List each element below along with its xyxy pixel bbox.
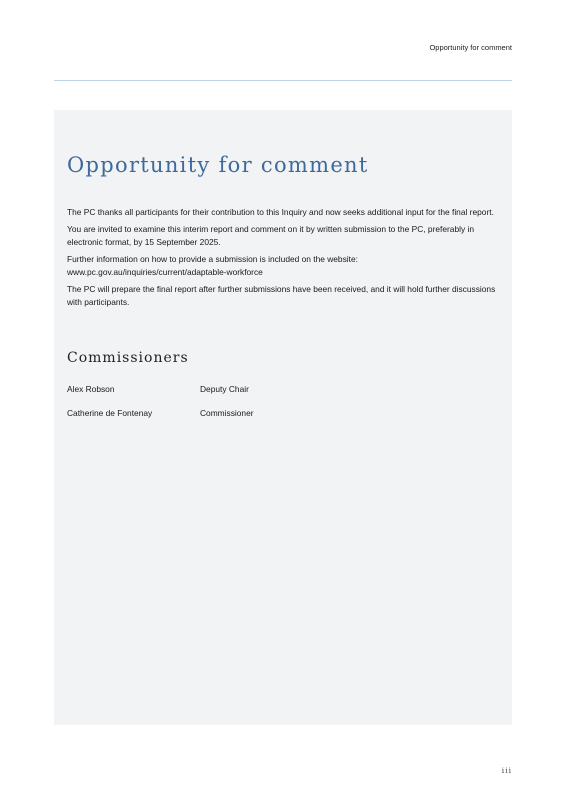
commissioners-heading: Commissioners: [67, 350, 189, 366]
commissioners-list: [67, 384, 502, 432]
commissioner-name: Catherine de Fontenay: [67, 408, 153, 418]
body-text: [67, 206, 502, 313]
commissioner-role: Deputy Chair: [200, 384, 249, 394]
commissioner-row: [67, 384, 502, 408]
commissioner-role: Commissioner: [200, 408, 254, 418]
header-divider: [54, 80, 512, 81]
paragraph-invitation: You are invited to examine this interim report and comment on it by written submission to the PC, preferably in electronic format, by 15 September 2025.: [67, 224, 475, 247]
paragraph-website: Further information on how to provide a submission is included on the website: www.pc.gov.au/inquiries/current/adaptable-workforce: [67, 254, 358, 277]
paragraph-thanks: The PC thanks all participants for their contribution to this Inquiry and now seeks additional input for the final report.: [67, 207, 494, 217]
paragraph-final-report: The PC will prepare the final report after further submissions have been received, and it will hold further discussions with participants.: [67, 284, 496, 307]
running-header: Opportunity for comment: [429, 43, 512, 52]
page-number: iii: [501, 766, 512, 775]
commissioner-name: Alex Robson: [67, 384, 115, 394]
page-title: Opportunity for comment: [67, 153, 369, 177]
commissioner-row: [67, 408, 502, 432]
